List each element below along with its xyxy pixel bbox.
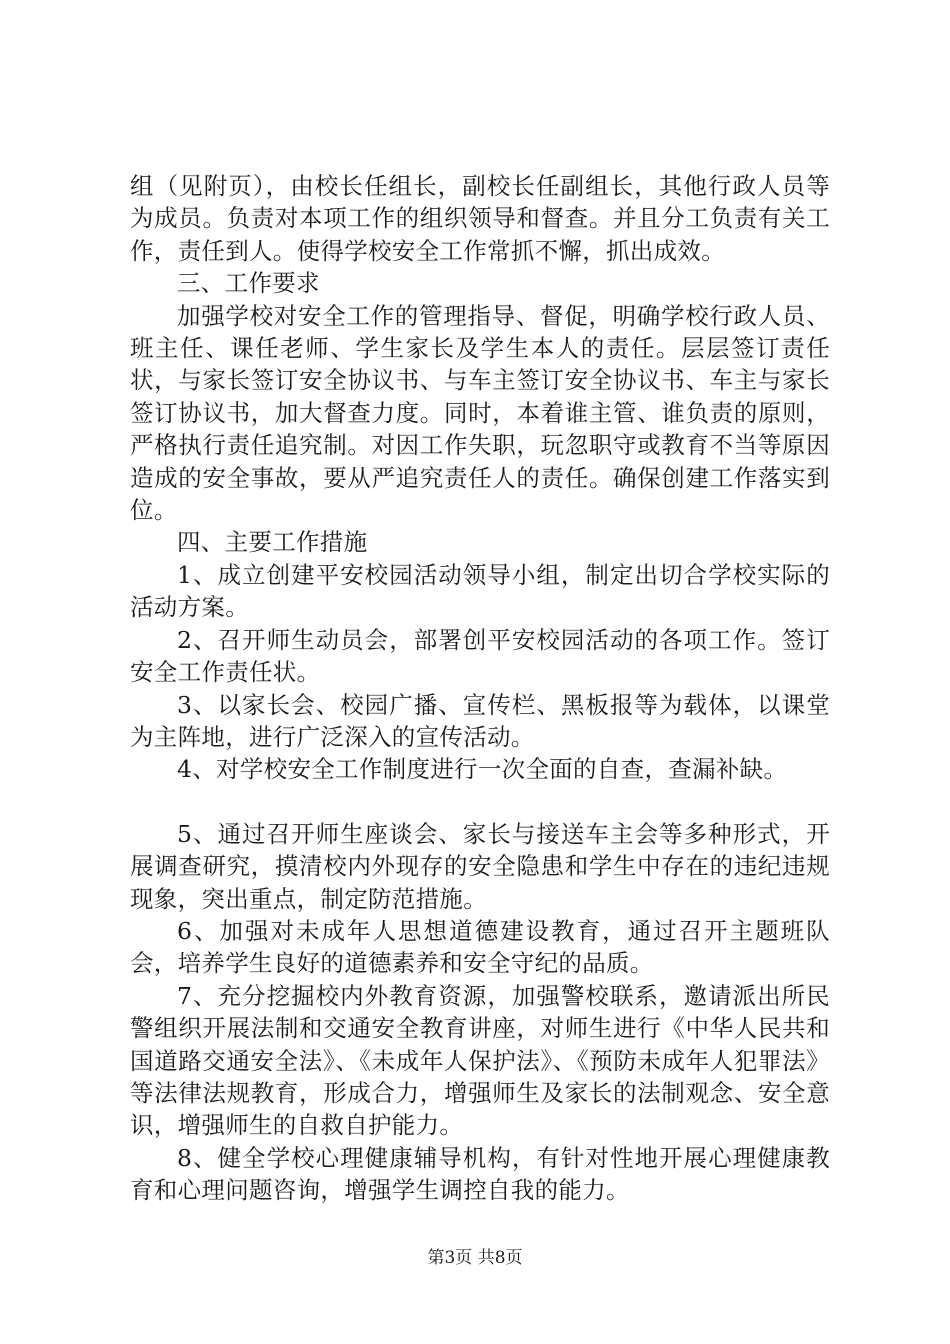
section-heading-main-measures: 四、主要工作措施 bbox=[177, 528, 368, 557]
section-heading-work-requirements: 三、工作要求 bbox=[177, 269, 320, 298]
list-item-measure-3: 3、以家长会、校园广播、宣传栏、黑板报等为载体，以课堂为主阵地，进行广泛深入的宣传活动。 bbox=[130, 690, 830, 751]
list-item-measure-6: 6、加强对未成年人思想道德建设教育，通过召开主题班队会，培养学生良好的道德素养和安全守纪的品质。 bbox=[130, 916, 830, 978]
document-body bbox=[130, 170, 830, 1207]
list-item-measure-2: 2、召开师生动员会，部署创平安校园活动的各项工作。签订安全工作责任状。 bbox=[130, 625, 830, 687]
list-item-measure-4: 4、对学校安全工作制度进行一次全面的自查，查漏补缺。 bbox=[177, 755, 788, 784]
list-item-measure-7: 7、充分挖掘校内外教育资源，加强警校联系，邀请派出所民警组织开展法制和交通安全教育讲座，对师生进行《中华人民共和国道路交通安全法》、《未成年人保护法》、《预防未成年人犯罪法》等法律法规教育，形成合力，增强师生及家长的法制观念、安全意识，增强师生的自救自护能力。 bbox=[130, 981, 830, 1140]
list-item-measure-5: 5、通过召开师生座谈会、家长与接送车主会等多种形式，开展调查研究，摸清校内外现存的安全隐患和学生中存在的违纪违规现象，突出重点，制定防范措施。 bbox=[130, 819, 830, 913]
page-number-footer: 第3页 共8页 bbox=[427, 1248, 523, 1268]
list-item-measure-1: 1、成立创建平安校园活动领导小组，制定出切合学校实际的活动方案。 bbox=[130, 560, 830, 622]
paragraph-work-requirements: 加强学校对安全工作的管理指导、督促，明确学校行政人员、班主任、课任老师、学生家长及学生本人的责任。层层签订责任状，与家长签订安全协议书、与车主签订安全协议书、车主与家长签订协议书，加大督查力度。同时，本着谁主管、谁负责的原则，严格执行责任追究制。对因工作失职，玩忽职守或教育不当等原因造成的安全事故，要从严追究责任人的责任。确保创建工作落实到位。 bbox=[130, 301, 830, 525]
list-item-measure-8: 8、健全学校心理健康辅导机构，有针对性地开展心理健康教育和心理问题咨询，增强学生调控自我的能力。 bbox=[130, 1143, 830, 1205]
paragraph-continuation: 组（见附页），由校长任组长，副校长任副组长，其他行政人员等为成员。负责对本项工作的组织领导和督查。并且分工负责有关工作，责任到人。使得学校安全工作常抓不懈，抓出成效。 bbox=[130, 172, 830, 265]
